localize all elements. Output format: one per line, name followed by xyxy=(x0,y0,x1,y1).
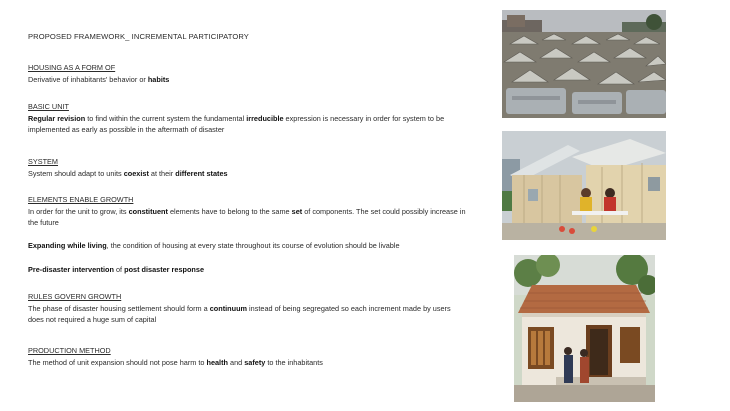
section-basic-unit xyxy=(28,101,468,136)
section-text: to find within the current system the fundamental xyxy=(85,113,247,123)
emphasis: Expanding while living xyxy=(28,241,107,250)
section-text: elements have to belong to the same xyxy=(167,206,292,216)
tent-camp-photo xyxy=(502,10,666,118)
section-heading: BASIC UNIT xyxy=(28,102,69,111)
section-heading: HOUSING AS A FORM OF xyxy=(28,63,116,72)
section-text: of xyxy=(113,265,125,274)
section-elements xyxy=(28,194,468,229)
emphasis: constituent xyxy=(128,206,168,216)
prefab-shelter-photo xyxy=(502,131,666,240)
emphasis: Regular revision xyxy=(28,113,86,123)
section-heading: PRODUCTION METHOD xyxy=(28,346,111,355)
section-text: The phase of disaster housing settlement should form a xyxy=(28,303,210,313)
section-text: expression is necessary in order for system to be implemented as early as possible in the aftermath of disaster xyxy=(28,113,445,134)
section-text: , the condition of housing at every state throughout its course of evolution should be livable xyxy=(106,241,400,250)
emphasis: set xyxy=(291,206,303,216)
section-text: The method of unit expansion should not pose harm to xyxy=(28,357,207,367)
emphasis: safety xyxy=(244,357,266,367)
section-heading: RULES GOVERN GROWTH xyxy=(28,292,122,301)
section-text: to the inhabitants xyxy=(265,357,323,367)
emphasis: Pre-disaster intervention xyxy=(28,265,114,274)
page-title: PROPOSED FRAMEWORK_ INCREMENTAL PARTICIPATORY xyxy=(28,32,249,41)
section-text: instead of being segregated so each increment made by users does not required a huge sum of capital xyxy=(28,303,451,324)
section-text: at their xyxy=(148,168,176,178)
emphasis: health xyxy=(206,357,228,367)
section-text: and xyxy=(227,357,245,367)
section-heading: ELEMENTS ENABLE GROWTH xyxy=(28,195,134,204)
section-text: In order for the unit to grow, its xyxy=(28,206,129,216)
section-production xyxy=(28,345,468,368)
section-text: of components. The set could possibly increase in the future xyxy=(28,206,466,227)
section-housing xyxy=(28,62,468,85)
section-text: System should adapt to units xyxy=(28,168,124,178)
emphasis: habits xyxy=(147,74,170,84)
emphasis: different states xyxy=(175,168,228,178)
section-rules xyxy=(28,291,468,326)
section-heading: SYSTEM xyxy=(28,157,59,166)
emphasis: post disaster response xyxy=(124,265,204,274)
section-expanding xyxy=(28,240,468,252)
permanent-house-photo xyxy=(514,255,655,402)
emphasis: irreducible xyxy=(246,113,284,123)
section-text: Derivative of inhabitants' behavior or xyxy=(28,74,148,84)
emphasis: continuum xyxy=(209,303,248,313)
section-system xyxy=(28,156,468,179)
emphasis: coexist xyxy=(123,168,149,178)
section-pre-disaster xyxy=(28,264,468,276)
